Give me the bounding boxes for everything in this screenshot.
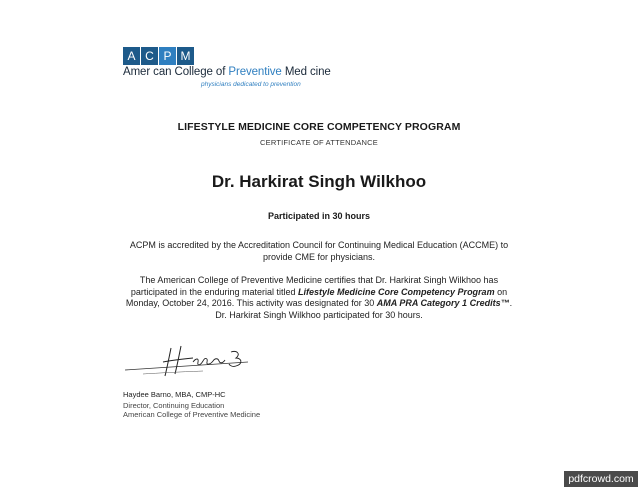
logo-name-before: Amer xyxy=(123,66,151,78)
signatory-organization: American College of Preventive Medicine xyxy=(123,410,261,419)
statement-part-1: The American College of Preventive Medicine certifies that Dr. Harkirat Singh Wilkhoo has participated in the enduring material titled xyxy=(130,275,499,297)
program-title: LIFESTYLE MEDICINE CORE COMPETENCY PROGRAM xyxy=(177,121,461,133)
logo-tagline: physicians dedicated to prevention xyxy=(201,81,301,88)
material-title: Lifestyle Medicine Core Competency Program xyxy=(298,286,495,297)
signature-image xyxy=(123,340,253,382)
recipient-name: Dr. Harkirat Singh Wilkhoo xyxy=(211,172,427,191)
logo-tile-p: P xyxy=(159,47,176,65)
certificate-subtitle: CERTIFICATE OF ATTENDANCE xyxy=(260,138,378,147)
pdfcrowd-link[interactable]: pdfcrowd.com xyxy=(564,471,638,487)
accreditation-statement: ACPM is accredited by the Accreditation Council for Continuing Medical Education (ACCME) to provide CME for physicians. xyxy=(129,240,509,262)
logo-tile-c: C xyxy=(141,47,158,65)
signatory-title: Director, Continuing Education xyxy=(123,401,225,410)
statement-part-2: on Monday, October 24, 2016. This activity was designated for 30 xyxy=(125,286,508,308)
acpm-logo xyxy=(123,47,331,91)
logo-tiles xyxy=(123,47,323,65)
signatory-name: Haydee Barno, MBA, CMP-HC xyxy=(123,390,226,399)
logo-name-gap: can College of xyxy=(150,66,229,78)
certification-statement xyxy=(120,275,518,321)
logo-org-name xyxy=(123,66,331,78)
credits-designation: AMA PRA Category 1 Credits™ xyxy=(376,298,510,308)
statement-part-3: . Dr. Harkirat Singh Wilkhoo participated for 30 hours. xyxy=(215,298,513,320)
participation-hours: Participated in 30 hours xyxy=(267,211,371,221)
logo-name-highlight: Preventive xyxy=(228,66,282,78)
logo-tile-m: M xyxy=(177,47,194,65)
logo-name-after: Med cine xyxy=(281,66,331,78)
logo-tile-a: A xyxy=(123,47,140,65)
